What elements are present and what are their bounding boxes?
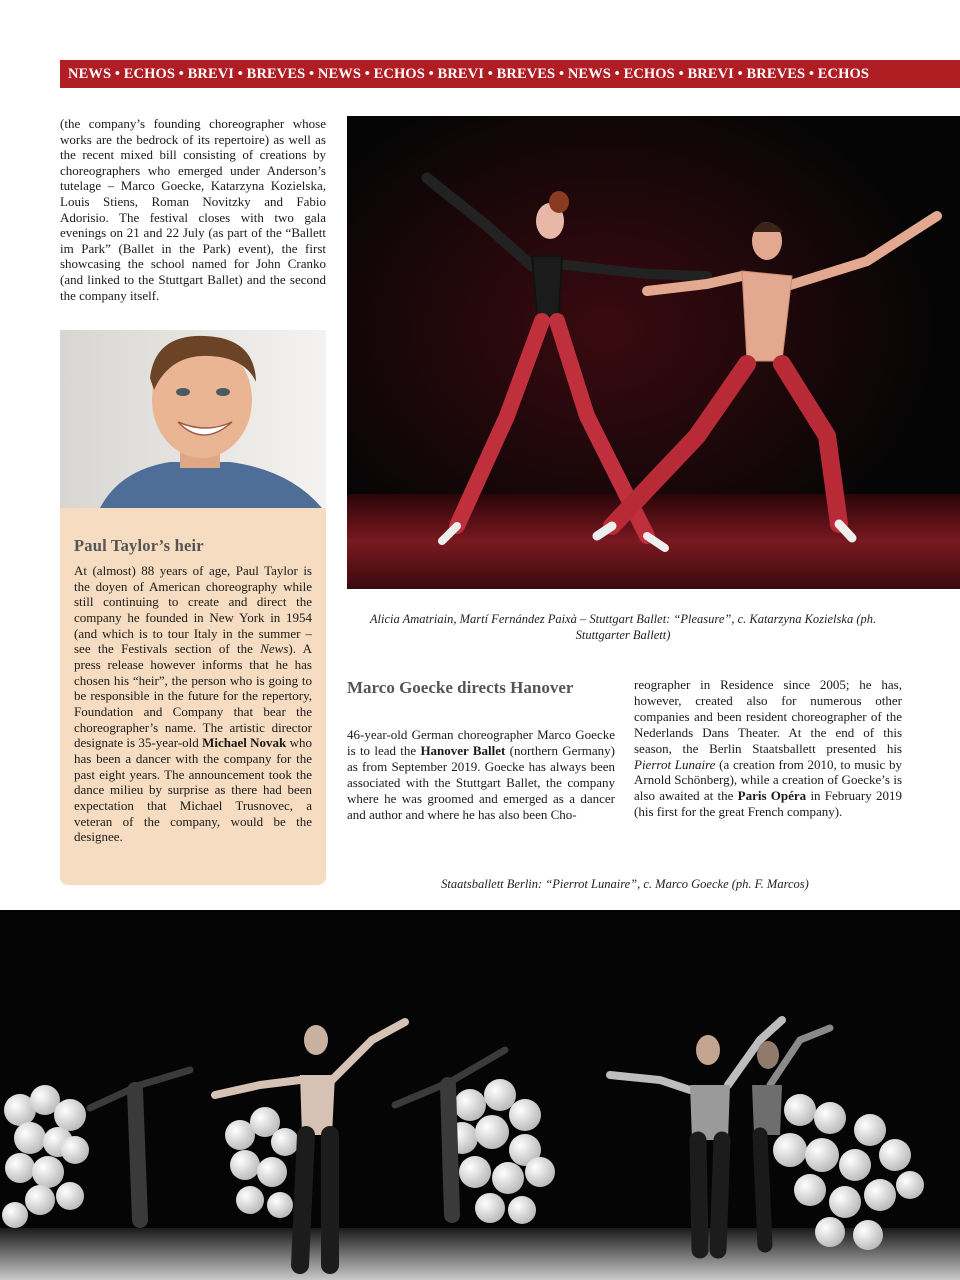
article-column-left: 46-year-old German choreographer Marco Goecke is to lead the Hanover Ballet (northern Germany) as from September 2019. Goecke has always been associated with the Stuttgart Ballet, the company where he was groomed and emerged as a dancer and author and where he has also been Cho-	[347, 727, 615, 822]
ballet-photo-pleasure	[347, 116, 960, 589]
article-column-right: reographer in Residence since 2005; he has, however, created also for numerous other companies and been resident choreographer of the Nederlands Dans Theater. At the end of this season, the Berlin Staatsballett presented his Pierrot Lunaire (a creation from 2010, to music by Arnold Schönberg), while a creation of Goecke’s is also awaited at the Paris Opéra in February 2019 (his first for the great French company).	[634, 677, 902, 820]
sidebar-text: At (almost) 88 years of age, Paul Taylor is the doyen of American choreography while still continuing to create and direct the company he founded in New York in 1954 (and which is to tour Italy in the summer – see the Festivals section of the News). A press release however informs that he has chosen his “heir”, the person who is going to be responsible in the future for the repertory, Foundation and Company that bear the choreographer’s name. The artistic director designate is 35-year-old Michael Novak who has been a dancer with the company for the past eight years. The announcement took the dance milieu by surprise as there had been expectation that Michael Trusnovec, a veteran of the company, would be the designee.	[74, 563, 312, 845]
photo-caption-pierrot: Staatsballett Berlin: “Pierrot Lunaire”, c. Marco Goecke (ph. F. Marcos)	[441, 877, 809, 891]
portrait-photo	[60, 330, 326, 508]
photo-caption-pleasure: Alicia Amatriain, Martí Fernández Paixà – Stuttgart Ballet: “Pleasure”, c. Katarzyna Kozielska (ph. Stuttgarter Ballett)	[369, 612, 877, 642]
article-title: Marco Goecke directs Hanover	[347, 678, 574, 697]
intro-paragraph: (the company’s founding choreographer whose works are the bedrock of its repertoire) as well as the recent mixed bill consisting of creations by choreographers who emerged under Anderson’s tutelage – Marco Goecke, Katarzyna Kozielska, Louis Stiens, Roman Novitzky and Fabio Adorisio. The festival closes with two gala evenings on 21 and 22 July (as part of the “Ballett im Park” (Ballet in the Park) event), the first showcasing the school named for John Cranko (and linked to the Stuttgart Ballet) and the second the company itself.	[60, 116, 326, 303]
section-banner: NEWS • ECHOS • BREVI • BREVES • NEWS • ECHOS • BREVI • BREVES • NEWS • ECHOS • BREVI • BREVES • ECHOS	[60, 60, 960, 88]
sidebar-box	[60, 508, 326, 885]
sidebar-title: Paul Taylor’s heir	[74, 536, 204, 555]
ballet-photo-pierrot-lunaire	[0, 910, 960, 1280]
